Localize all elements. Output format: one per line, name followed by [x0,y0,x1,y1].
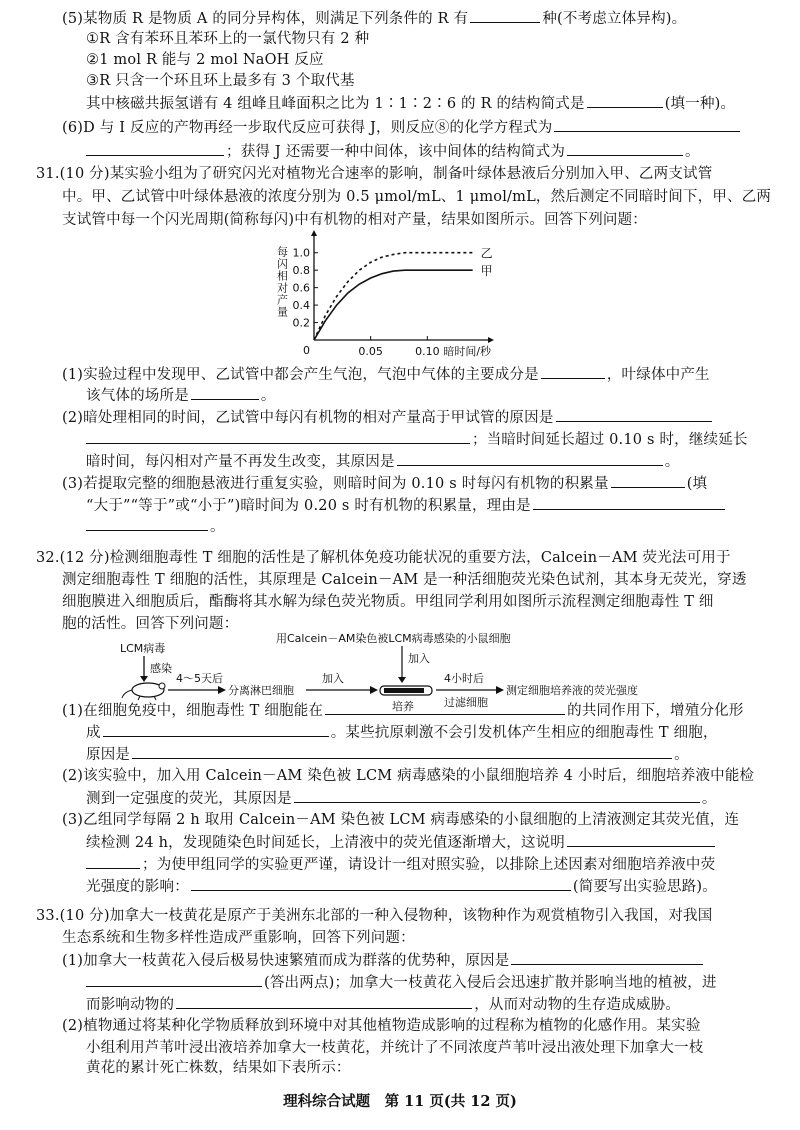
series-line-甲 [314,270,473,340]
q32-stem-line-3: 细胞膜进入细胞质后，酯酶将其水解为绿色荧光物质。甲组同学利用如图所示流程测定细胞毒性 T 细 [62,594,714,610]
q31-sub2-line: (2)暗处理相同的时间，乙试管中每闪有机物的相对产量高于甲试管的原因是 [62,407,714,428]
answer-blank[interactable] [587,93,663,108]
arrow-head [218,686,226,694]
q32-sub1-line-3: 原因是 。 [86,744,689,765]
q30-condition-3: ③R 只含一个环且环上最多有 3 个取代基 [86,73,355,89]
q32-sub2-line-2: 测到一定强度的荧光，其原因是 。 [86,788,717,809]
answer-blank[interactable] [556,407,712,422]
diagram-days-label: 4～5天后 [176,672,223,685]
x-axis-arrow [488,337,494,343]
q30-condition-1: ①R 含有苯环且苯环上的一氯代物只有 2 种 [86,31,370,47]
q31-line-chart [270,228,540,363]
diagram-culture-label: 培养 [392,700,414,713]
answer-blank[interactable] [533,495,725,510]
q31-sub2-line-2: ；当暗时间延长超过 0.10 s 时，继续延长 [86,429,748,450]
answer-blank[interactable] [86,516,208,531]
answer-blank[interactable] [132,744,672,759]
q33-stem-line-1: 33.(10 分)加拿大一枝黄花是原产于美洲东北部的一种入侵物种，该物种作为观赏植物引入我国，对我国 [36,908,713,924]
diagram-add-label-2: 加入 [408,652,430,665]
diagram-filter-label: 过滤细胞 [444,696,488,709]
answer-blank[interactable] [86,141,224,156]
origin-label: 0 [303,344,310,357]
answer-blank[interactable] [191,876,571,891]
arrow-head [370,686,378,694]
answer-blank[interactable] [191,385,259,400]
answer-blank[interactable] [511,950,703,965]
q30-part5-line: (5)某物质 R 是物质 A 的同分异构体，则满足下列条件的 R 有 种(不考虑立体异构)。 [62,8,686,29]
diagram-hours-label: 4小时后 [444,672,484,685]
mouse-icon [122,683,165,700]
answer-blank[interactable] [176,994,472,1009]
q31-sub2-line-3: 暗时间，每闪相对产量不再发生改变，其原因是 。 [86,451,679,472]
diagram-top-label: 用Calcein－AM染色被LCM病毒感染的小鼠细胞 [276,632,511,645]
q32-sub3-line: (3)乙组同学每隔 2 h 取用 Calcein－AM 染色被 LCM 病毒感染的小鼠细胞的上清液测定其荧光值，连 [62,812,740,828]
answer-blank[interactable] [470,8,540,23]
q30-part6-line-2: ；获得 J 还需要一种中间体，该中间体的结构简式为 。 [86,141,700,162]
series-label: 乙 [480,246,493,261]
y-tick-label: 0.2 [292,316,310,330]
diagram-measure-label: 测定细胞培养液的荧光强度 [506,684,638,697]
q32-stem-line-4: 胞的活性。回答下列问题： [62,616,239,632]
arrow-head [398,677,406,683]
q31-sub3-line-3: 。 [86,516,225,537]
answer-blank[interactable] [567,141,683,156]
q31-stem-line-2: 中。甲、乙试管中叶绿体悬液的浓度分别为 0.5 μmol/mL、1 μmol/mL，然后测定不同暗时间下，甲、乙两 [62,189,772,205]
q31-sub1-line-2: 该气体的场所是 。 [86,385,276,406]
q31-sub3-line-2: “大于”“等于”或“小于”)暗时间为 0.20 s 时有机物的积累量，理由是 [86,495,727,516]
q30-condition-2: ②1 mol R 能与 2 mol NaOH 反应 [86,52,324,68]
q32-sub3-line-3: ；为使甲组同学的实验更严谨，请设计一组对照实验，以排除上述因素对细胞培养液中荧 [86,854,715,875]
q30-part6-line: (6)D 与 I 反应的产物再经一步取代反应可获得 J，则反应⑧的化学方程式为 [62,117,742,138]
q31-sub3-line: (3)若提取完整的细胞悬液进行重复实验，则暗时间为 0.10 s 时每闪有机物的积累量 (填 [62,473,707,494]
y-axis-label: 每闪相对产量 [275,246,289,318]
q33-sub1-line-3: 而影响动物的 ，从而对动物的生存造成威胁。 [86,994,680,1015]
q33-sub1-line-2: (答出两点)；加拿大一枝黄花入侵后会迅速扩散并影响当地的植被，进 [86,972,717,993]
arrow-head [140,676,148,682]
q33-sub2-line-2: 小组利用芦苇叶浸出液培养加拿大一枝黄花，并统计了不同浓度芦苇叶浸出液处理下加拿大一枝 [86,1040,704,1056]
y-tick-label: 0.8 [292,264,310,278]
answer-blank[interactable] [325,700,565,715]
y-axis-arrow [311,230,317,236]
answer-blank[interactable] [611,473,685,488]
answer-blank[interactable] [86,429,470,444]
q31-stem-line-3: 支试管中每一个闪光周期(简称每闪)中有机物的相对产量，结果如图所示。回答下列问题： [62,212,648,228]
answer-blank[interactable] [397,451,663,466]
answer-blank[interactable] [567,832,715,847]
answer-blank[interactable] [103,722,329,737]
answer-blank[interactable] [86,972,262,987]
q33-sub2-line-3: 黄花的累计死亡株数，结果如下表所示： [86,1060,351,1076]
x-axis-label: 暗时间/秒 [443,345,492,358]
diagram-lymph-label: 分离淋巴细胞 [228,684,294,697]
x-tick-label: 0.05 [358,345,383,358]
chart-axes [276,230,495,358]
series-line-乙 [314,253,473,340]
q32-stem-line-1: 32.(12 分)检测细胞毒性 T 细胞的活性是了解机体免疫功能状况的重要方法，Calcein－AM 荧光法可用于 [36,550,731,566]
page-footer: 理科综合试题 第 11 页(共 12 页) [283,1093,517,1110]
x-tick-label: 0.10 [415,345,440,358]
arrow-head [496,686,504,694]
y-tick-label: 0.6 [292,281,310,295]
diagram-virus-label: LCM病毒 [120,642,166,655]
q32-sub3-line-4: 光强度的影响： (简要写出实验思路)。 [86,876,717,897]
q30-nmr-line: 其中核磁共振氢谱有 4 组峰且峰面积之比为 1∶1∶2∶6 的 R 的结构简式是 (填一种)。 [86,93,735,114]
diagram-add-label-1: 加入 [322,672,344,685]
q33-stem-line-2: 生态系统和生物多样性造成严重影响，回答下列问题： [62,930,415,946]
y-tick-label: 1.0 [292,246,310,260]
chart-series [314,247,493,340]
answer-blank[interactable] [541,364,605,379]
q32-sub3-line-2: 续检测 24 h，发现随染色时间延长，上清液中的荧光值逐渐增大，这说明 [86,832,717,853]
answer-blank[interactable] [294,788,700,803]
q31-sub1-line: (1)实验过程中发现甲、乙试管中都会产生气泡，气泡中气体的主要成分是 ，叶绿体中产生 [62,364,710,385]
test-tube-icon [380,686,432,695]
answer-blank[interactable] [86,854,140,869]
q32-stem-line-2: 测定细胞毒性 T 细胞的活性，其原理是 Calcein－AM 是一种活细胞荧光染色试剂，其本身无荧光，穿透 [62,572,747,588]
answer-blank[interactable] [554,117,740,132]
q32-sub1-line-2: 成 。某些抗原刺激不会引发机体产生相应的细胞毒性 T 细胞， [86,722,718,743]
q33-sub1-line: (1)加拿大一枝黄花入侵后极易快速繁殖而成为群落的优势种，原因是 [62,950,705,971]
series-label: 甲 [480,264,493,279]
q32-sub1-line: (1)在细胞免疫中，细胞毒性 T 细胞能在 的共同作用下，增殖分化形 [62,700,744,721]
diagram-infect-label: 感染 [150,662,172,675]
q31-stem-line-1: 31.(10 分)某实验小组为了研究闪光对植物光合速率的影响，制备叶绿体悬液后分别加入甲、乙两支试管 [36,166,713,182]
q32-sub2-line: (2)该实验中，加入用 Calcein－AM 染色被 LCM 病毒感染的小鼠细胞培养 4 小时后，细胞培养液中能检 [62,768,755,784]
y-tick-label: 0.4 [292,299,310,313]
q33-sub2-line: (2)植物通过将某种化学物质释放到环境中对其他植物造成影响的过程称为植物的化感作用。某实验 [62,1018,701,1034]
